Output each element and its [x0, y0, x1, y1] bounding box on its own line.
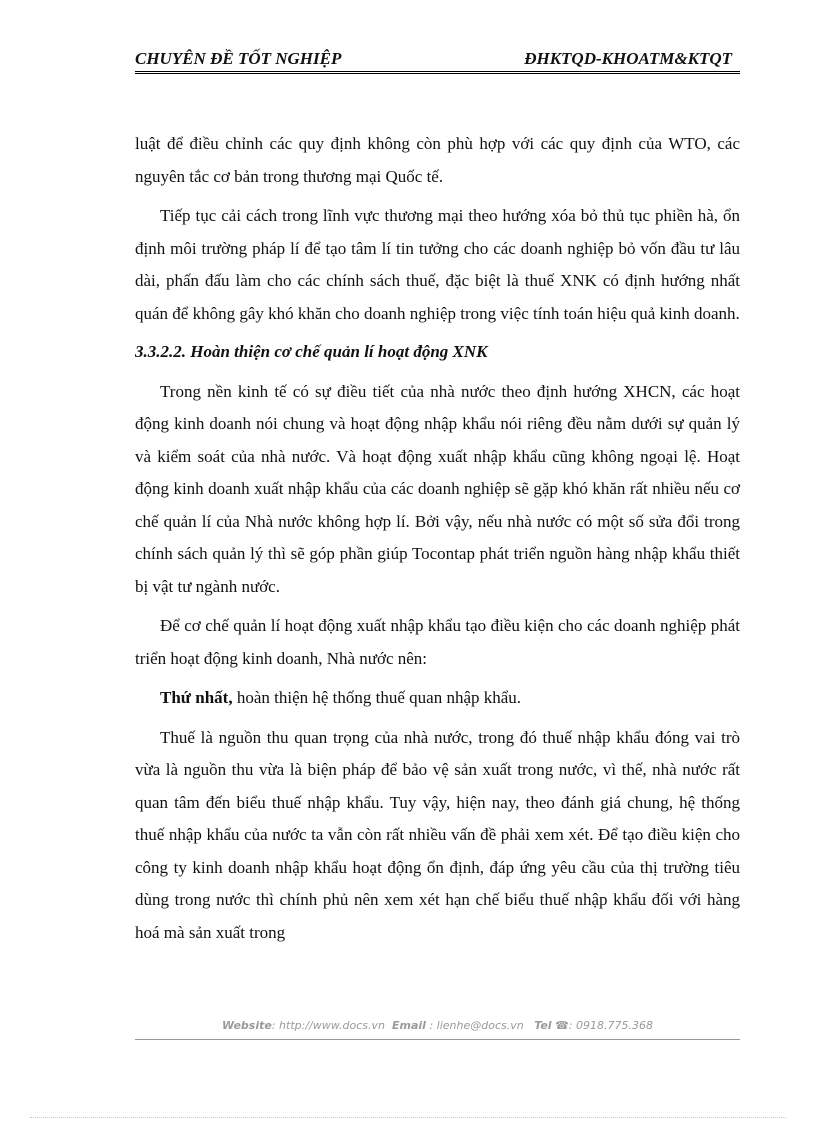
document-body [135, 128, 740, 949]
footer-tel: : 0918.775.368 [568, 1019, 653, 1032]
paragraph-1: luật để điều chỉnh các quy định không còn phù hợp với các quy định của WTO, các nguyên tắc cơ bản trong thương mại Quốc tế. [135, 134, 740, 186]
header-title-left: CHUYÊN ĐỀ TỐT NGHIỆP [135, 49, 342, 68]
page-bottom-border [30, 1117, 786, 1118]
footer-email-label: Email [392, 1019, 426, 1032]
paragraph-3: Trong nền kinh tế có sự điều tiết của nhà nước theo định hướng XHCN, các hoạt động kinh doanh nói chung và hoạt động nhập khẩu nói riêng đều nằm dưới sự quản lý và kiểm soát của nhà nước. Và hoạt động xuất nhập khẩu cũng không ngoại lệ. Hoạt động kinh doanh xuất nhập khẩu của các doanh nghiệp sẽ gặp khó khăn rất nhiều nếu cơ chế quản lí của Nhà nước không hợp lí. Bởi vậy, nếu nhà nước có một số sửa đổi trong chính sách quản lý thì sẽ góp phần giúp Tocontap phát triển nguồn hàng nhập khẩu thiết bị vật tư ngành nước. [135, 381, 740, 596]
paragraph-5-text: hoàn thiện hệ thống thuế quan nhập khẩu. [232, 688, 522, 707]
page-footer [135, 1019, 740, 1040]
page-header [135, 47, 740, 74]
footer-email: : lienhe@docs.vn [425, 1019, 524, 1032]
footer-website-label: Website [222, 1019, 272, 1032]
phone-icon: ☎ [555, 1019, 569, 1032]
section-heading: 3.3.2.2. Hoàn thiện cơ chế quản lí hoạt động XNK [135, 342, 488, 361]
paragraph-5-lead: Thứ nhất, [160, 688, 233, 707]
paragraph-5 [135, 682, 740, 715]
paragraph-2: Tiếp tục cải cách trong lĩnh vực thương mại theo hướng xóa bỏ thủ tục phiền hà, ổn định môi trường pháp lí để tạo tâm lí tin tưởng cho các doanh nghiệp bỏ vốn đầu tư lâu dài, phấn đấu làm cho các chính sách thuế, đặc biệt là thuế XNK có định hướng nhất quán để không gây khó khăn cho doanh nghiệp trong việc tính toán hiệu quả kinh doanh. [135, 206, 740, 323]
paragraph-4: Để cơ chế quản lí hoạt động xuất nhập khẩu tạo điều kiện cho các doanh nghiệp phát triển hoạt động kinh doanh, Nhà nước nên: [135, 616, 740, 668]
footer-tel-label: Tel [534, 1019, 552, 1032]
paragraph-6: Thuế là nguồn thu quan trọng của nhà nước, trong đó thuế nhập khẩu đóng vai trò vừa là nguồn thu vừa là biện pháp để bảo vệ sản xuất trong nước, vì thế, nhà nước rất quan tâm đến biểu thuế nhập khẩu. Tuy vậy, hiện nay, theo đánh giá chung, hệ thống thuế nhập khẩu của nước ta vẫn còn rất nhiều vấn đề phải xem xét. Để tạo điều kiện cho công ty kinh doanh nhập khẩu hoạt động ổn định, đáp ứng yêu cầu của thị trường tiêu dùng trong nước thì chính phủ nên xem xét hạn chế biểu thuế nhập khẩu đối với hàng hoá mà sản xuất trong [135, 727, 740, 942]
footer-website: : http://www.docs.vn [271, 1019, 386, 1032]
header-title-right: ĐHKTQD-KHOATM&KTQT [524, 49, 732, 68]
